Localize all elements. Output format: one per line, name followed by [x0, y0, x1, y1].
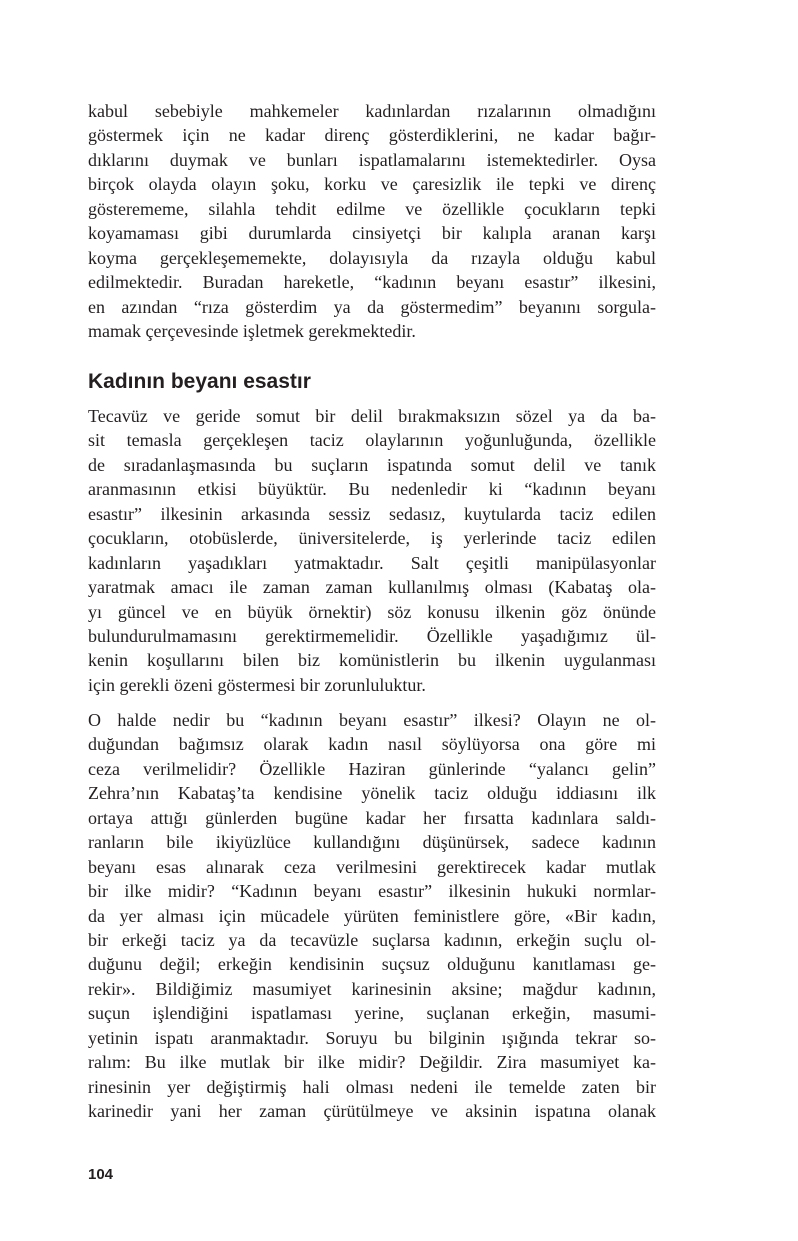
text-line: ranların bile ikiyüzlüce kullandığını düşünürsek, sadece kadının — [88, 832, 656, 853]
text-line: bir ilke midir? “Kadının beyanı esastır” ilkesinin hukuki normlar- — [88, 881, 656, 902]
text-line: kabul sebebiyle mahkemeler kadınlardan rızalarının olmadığını — [88, 101, 656, 121]
text-line: çocukların, otobüslerde, üniversitelerde, iş yerlerinde taciz edilen — [88, 528, 656, 549]
text-line: göstermek için ne kadar direnç gösterdiklerini, ne kadar bağır- — [88, 125, 656, 146]
paragraph-1 — [88, 99, 656, 343]
text-line: en azından “rıza gösterdim ya da göstermedim” beyanını sorgula- — [88, 296, 656, 317]
page-number: 104 — [88, 1166, 114, 1183]
text-line: rinesinin yer değiştirmiş hali olması nedeni ile temelde zaten bir — [88, 1076, 656, 1097]
text-line: edilmektedir. Buradan hareketle, “kadının beyanı esastır” ilkesini, — [88, 272, 656, 293]
text-line: esastır” ilkesinin arkasında sessiz sedasız, kuytularda taciz edilen — [88, 503, 656, 524]
text-line: bulundurulmamasını gerektirmemelidir. Özellikle yaşadığımız ül- — [88, 625, 656, 646]
text-line: duğunu değil; erkeğin kendisinin suçsuz olduğunu kanıtlaması ge- — [88, 954, 656, 975]
text-line: aranmasının etkisi büyüktür. Bu nedenledir ki “kadının beyanı — [88, 479, 656, 500]
text-line: O halde nedir bu “kadının beyanı esastır” ilkesi? Olayın ne ol- — [88, 710, 656, 730]
paragraph-3 — [88, 708, 656, 1123]
text-line: yetinin ispatı aranmaktadır. Soruyu bu bilginin ışığında tekrar so- — [88, 1027, 656, 1048]
text-line: suçun işlendiğini ispatlaması yerine, suçlanan erkeğin, masumi- — [88, 1003, 656, 1024]
text-line: ceza verilmelidir? Özellikle Haziran günlerinde “yalancı gelin” — [88, 758, 656, 779]
text-line: koyma gerçekleşememekte, dolayısıyla da rızayla olduğu kabul — [88, 247, 656, 268]
text-line: yı güncel ve en büyük örnektir) söz konusu ilkenin göz önünde — [88, 601, 656, 622]
text-line: karinedir yani her zaman çürütülmeye ve aksinin ispatına olanak — [88, 1101, 656, 1121]
text-line: için gerekli özeni göstermesi bir zorunluluktur. — [88, 674, 426, 695]
text-line: sit temasla gerçekleşen taciz olaylarının yoğunluğunda, özellikle — [88, 430, 656, 451]
section-heading: Kadının beyanı esastır — [88, 370, 311, 393]
text-line: ralım: Bu ilke mutlak bir ilke midir? Değildir. Zira masumiyet ka- — [88, 1052, 656, 1073]
text-line: Zehra’nın Kabataş’ta kendisine yönelik taciz olduğu iddiasını ilk — [88, 783, 656, 804]
paragraph-2 — [88, 404, 656, 697]
text-line: duğundan bağımsız olarak kadın nasıl söylüyorsa ona göre mi — [88, 734, 656, 755]
text-line: beyanı esas alınarak ceza verilmesini gerektirecek kadar mutlak — [88, 856, 656, 877]
text-line: rekir». Bildiğimiz masumiyet karinesinin aksine; mağdur kadının, — [88, 978, 656, 999]
text-line: birçok olayda olayın şoku, korku ve çaresizlik ile tepki ve direnç — [88, 174, 656, 195]
text-line: dıklarını duymak ve bunları ispatlamalarını istemektedirler. Oysa — [88, 149, 656, 170]
text-line: kadınların yaşadıkları yatmaktadır. Salt çeşitli manipülasyonlar — [88, 552, 656, 573]
text-line: mamak çerçevesinde işletmek gerekmektedir. — [88, 320, 416, 341]
text-line: da yer alması için mücadele yürüten feministlere göre, «Bir kadın, — [88, 905, 656, 926]
text-line: Tecavüz ve geride somut bir delil bırakmaksızın sözel ya da ba- — [88, 406, 656, 426]
text-line: de sıradanlaşmasında bu suçların ispatında somut delil ve tanık — [88, 454, 656, 475]
text-line: kenin koşullarını bilen biz komünistlerin bu ilkenin uygulanması — [88, 650, 656, 671]
text-line: koyamaması gibi durumlarda cinsiyetçi bir kalıpla aranan karşı — [88, 223, 656, 244]
text-line: gösterememe, silahla tehdit edilme ve özellikle çocukların tepki — [88, 198, 656, 219]
text-line: bir erkeği taciz ya da tecavüzle suçlarsa kadının, erkeğin suçlu ol- — [88, 929, 656, 950]
text-line: ortaya attığı günlerden bugüne kadar her fırsatta kadınlara saldı- — [88, 807, 656, 828]
text-line: yaratmak amacı ile zaman zaman kullanılmış olması (Kabataş ola- — [88, 577, 656, 598]
